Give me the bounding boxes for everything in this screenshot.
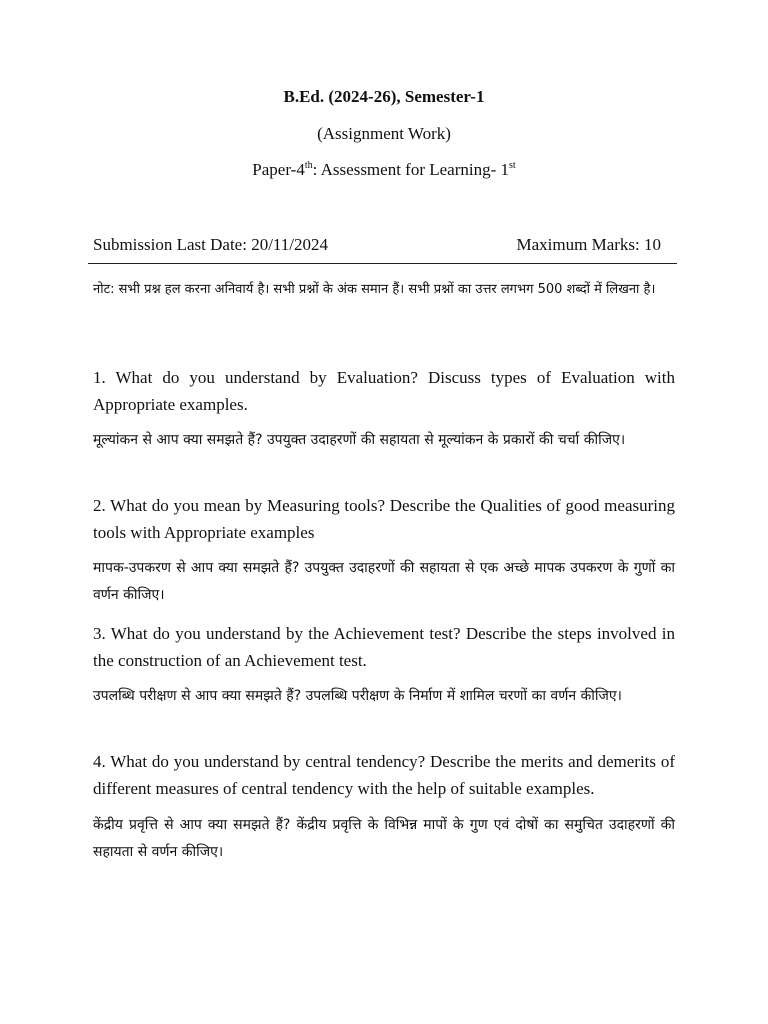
instructions-note: नोट: सभी प्रश्न हल करना अनिवार्य है। सभी प्रश्नों के अंक समान हैं। सभी प्रश्नों का उत्तर लगभग 500 शब्दों में लिखना है।	[93, 282, 656, 297]
question-3-english: 3. What do you understand by the Achievement test? Describe the steps involved in the construction of an Achievement test.	[93, 624, 675, 670]
question-2-english: 2. What do you mean by Measuring tools? Describe the Qualities of good measuring tools with Appropriate examples	[93, 496, 675, 542]
maximum-marks: Maximum Marks: 10	[516, 235, 661, 254]
document-subtitle: (Assignment Work)	[317, 124, 451, 143]
submission-date: Submission Last Date: 20/11/2024	[93, 235, 329, 254]
question-4-english: 4. What do you understand by central tendency? Describe the merits and demerits of different measures of central tendency with the help of suitable examples.	[93, 752, 675, 798]
divider-line	[88, 263, 677, 264]
paper-prefix-superscript: th	[304, 160, 313, 171]
paper-prefix: Paper-4	[252, 160, 305, 179]
question-1-english: 1. What do you understand by Evaluation? Discuss types of Evaluation with Appropriate examples.	[93, 368, 675, 414]
paper-name: : Assessment for Learning- 1	[312, 160, 510, 179]
paper-name-superscript: st	[509, 160, 516, 171]
question-4-hindi: केंद्रीय प्रवृत्ति से आप क्या समझते हैं? केंद्रीय प्रवृत्ति के विभिन्न मापों के गुण एवं दोषों का समुचित उदाहरणों की सहायता से वर्णन कीजिए।	[93, 817, 675, 860]
question-2-hindi: मापक-उपकरण से आप क्या समझते हैं? उपयुक्त उदाहरणों की सहायता से एक अच्छे मापक उपकरण के गुणों का वर्णन कीजिए।	[93, 560, 675, 603]
question-3-hindi: उपलब्धि परीक्षण से आप क्या समझते हैं? उपलब्धि परीक्षण के निर्माण में शामिल चरणों का वर्णन कीजिए।	[93, 688, 622, 704]
question-1-hindi: मूल्यांकन से आप क्या समझते हैं? उपयुक्त उदाहरणों की सहायता से मूल्यांकन के प्रकारों की चर्चा कीजिए।	[93, 432, 626, 448]
paper-heading	[0, 160, 768, 180]
document-title: B.Ed. (2024-26), Semester-1	[283, 87, 485, 106]
